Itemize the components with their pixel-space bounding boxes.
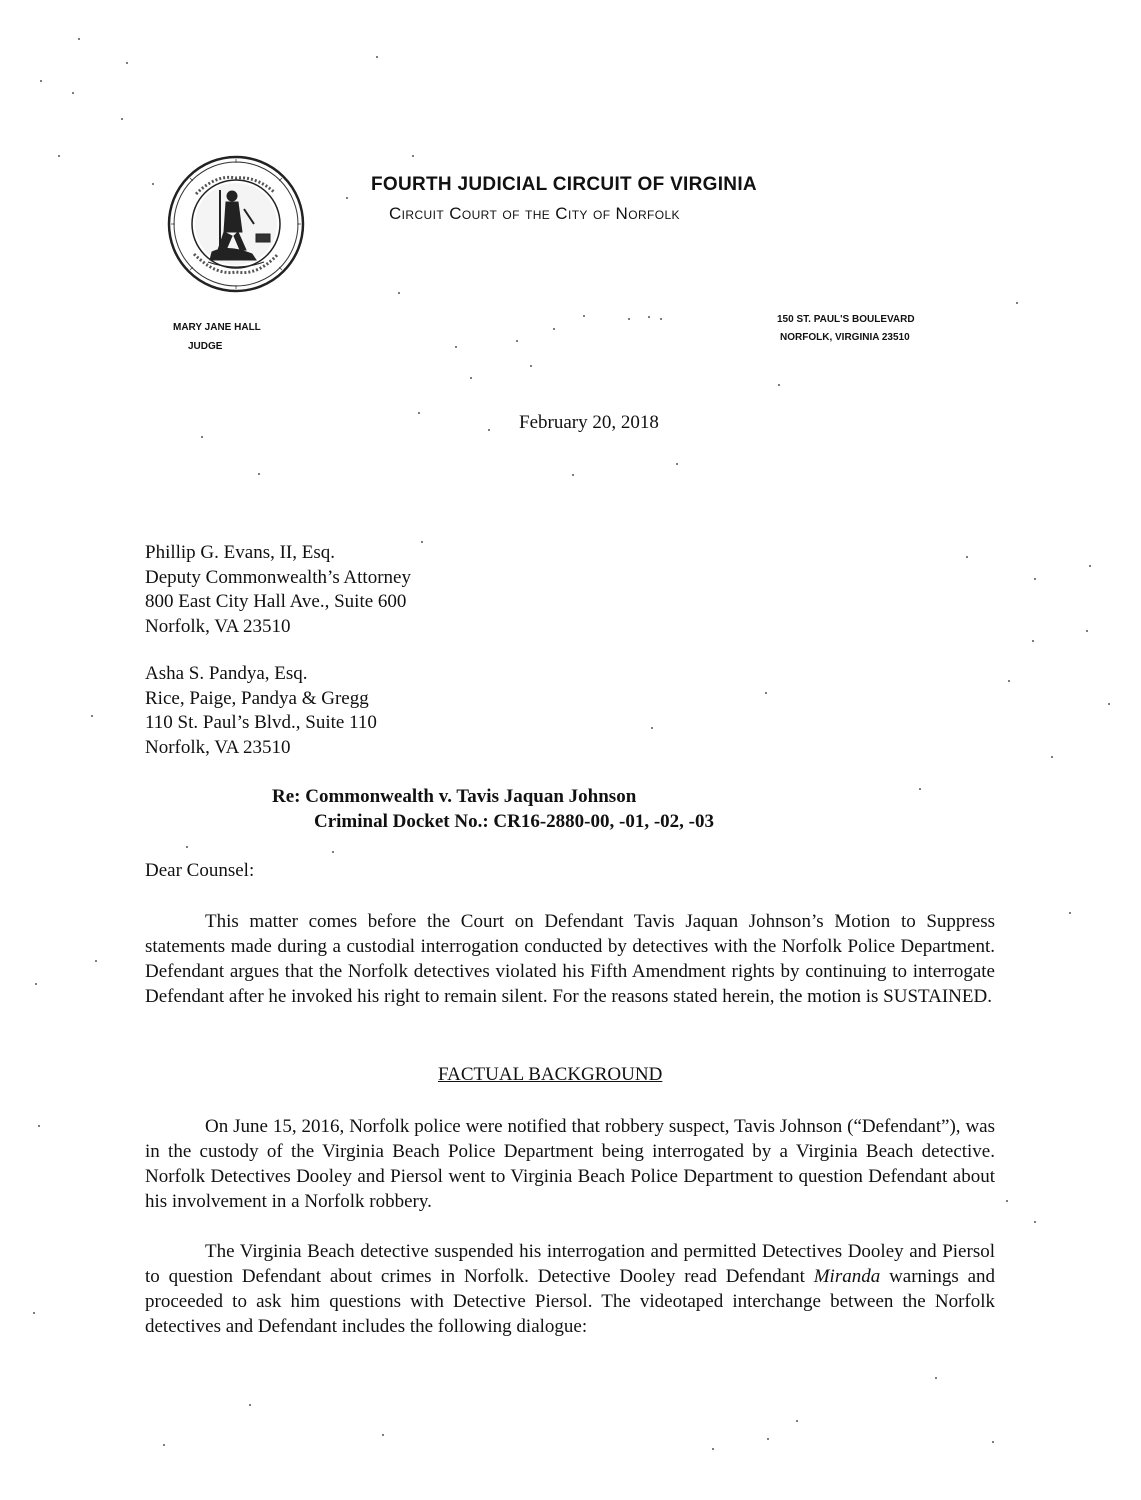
recipient-line: Norfolk, VA 23510 <box>145 736 291 758</box>
recipient-line: Deputy Commonwealth’s Attorney <box>145 566 411 588</box>
judge-title: JUDGE <box>188 341 223 352</box>
salutation: Dear Counsel: <box>145 860 255 881</box>
recipient-line: Asha S. Pandya, Esq. <box>145 663 308 684</box>
body-text: warnings and proceeded to ask him questions with Detective Piersol. The videotaped interchange between the Norfolk detectives and Defendant includes the following dialogue: <box>145 1266 996 1337</box>
docket-number-line: Criminal Docket No.: CR16-2880-00, -01, -02, -03 <box>314 811 714 832</box>
body-paragraph: This matter comes before the Court on Defendant Tavis Jaquan Johnson’s Motion to Suppress statements made during a custodial interrogation conducted by detectives with the Norfolk Police Department. Defendant argues that the Norfolk detectives violated his Fifth Amendment rights by continuing to interrogate Defendant after he invoked his right to remain silent. For the reasons stated herein, the motion is SUSTAINED. <box>145 911 995 1007</box>
section-heading: FACTUAL BACKGROUND <box>438 1064 663 1085</box>
court-address-line2: NORFOLK, VIRGINIA 23510 <box>780 332 910 343</box>
recipient-block <box>145 662 377 760</box>
recipient-line: Norfolk, VA 23510 <box>145 615 291 637</box>
re-line: Re: Commonwealth v. Tavis Jaquan Johnson <box>272 786 637 807</box>
case-name-italic: Miranda <box>813 1266 881 1287</box>
court-address-line1: 150 ST. PAUL'S BOULEVARD <box>777 314 915 325</box>
letter-date: February 20, 2018 <box>519 412 659 433</box>
court-subtitle: Circuit Court of the City of Norfolk <box>389 204 680 223</box>
body-paragraph: On June 15, 2016, Norfolk police were notified that robbery suspect, Tavis Johnson (“Defendant”), was in the custody of the Virginia Beach Police Department being interrogated by a Virginia Beach detective. Norfolk Detectives Dooley and Piersol went to Virginia Beach Police Department to question Defendant about his involvement in a Norfolk robbery. <box>145 1116 995 1212</box>
recipient-line: 800 East City Hall Ave., Suite 600 <box>145 591 407 612</box>
recipient-line: Rice, Paige, Pandya & Gregg <box>145 687 369 709</box>
recipient-block <box>145 541 411 639</box>
virginia-state-seal <box>166 154 306 294</box>
court-title: FOURTH JUDICIAL CIRCUIT OF VIRGINIA <box>371 174 757 195</box>
recipient-line: 110 St. Paul’s Blvd., Suite 110 <box>145 712 377 733</box>
judge-name: MARY JANE HALL <box>173 322 261 333</box>
body-text: The Virginia Beach detective suspended his interrogation and permitted Detectives Dooley and Piersol to question Defendant about crimes in Norfolk. Detective Dooley read Defendant <box>145 1241 995 1287</box>
recipient-line: Phillip G. Evans, II, Esq. <box>145 542 335 563</box>
body-paragraph <box>145 1239 995 1339</box>
